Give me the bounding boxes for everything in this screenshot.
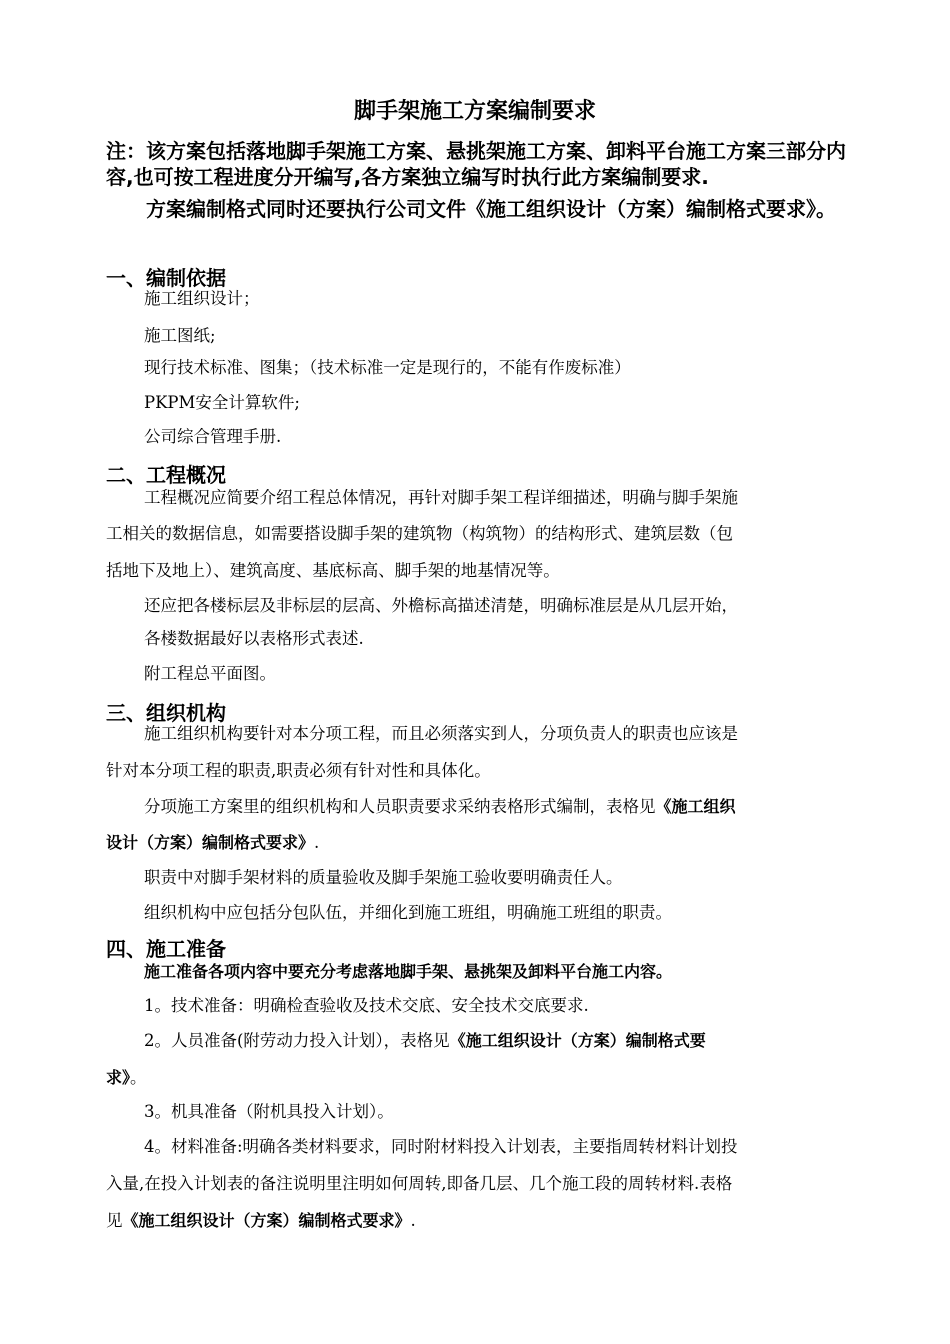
referenced-document-title: 设计（方案）编制格式要求》: [106, 833, 315, 852]
paragraph-line: 入量,在投入计划表的备注说明里注明如何周转,即备几层、几个施工段的周转材料.表格: [106, 1174, 733, 1193]
text-run: 2。人员准备(附劳动力投入计划），表格见: [144, 1031, 450, 1050]
referenced-document-title: 求》: [106, 1068, 131, 1087]
note-format-paragraph: 方案编制格式同时还要执行公司文件《施工组织设计（方案）编制格式要求》。: [146, 197, 836, 221]
text-run: .: [410, 1211, 416, 1230]
paragraph-line: 针对本分项工程的职责,职责必须有针对性和具体化。: [106, 761, 491, 780]
list-item: 3。机具准备（附机具投入计划）。: [144, 1102, 394, 1121]
section-heading-basis: 一、编制依据: [106, 266, 226, 290]
paragraph-line: 各楼数据最好以表格形式表述.: [144, 629, 364, 648]
referenced-document-title: 《施工组织设计（方案）编制格式要求》: [122, 1211, 411, 1230]
paragraph-line: [106, 832, 319, 854]
referenced-document-title: 《施工组织: [655, 797, 736, 816]
note-paragraph: 注：该方案包括落地脚手架施工方案、悬挑架施工方案、卸料平台施工方案三部分内容,也可按工程进度分开编写,各方案独立编写时执行此方案编制要求.: [106, 139, 846, 189]
paragraph-line: [106, 1067, 147, 1089]
paragraph-line: 组织机构中应包括分包队伍，并细化到施工班组，明确施工班组的职责。: [144, 903, 672, 922]
list-item: 4。材料准备:明确各类材料要求，同时附材料投入计划表，主要指周转材料计划投: [144, 1137, 738, 1156]
paragraph-line: [106, 1210, 416, 1232]
list-item: 1。技术准备：明确检查验收及技术交底、安全技术交底要求.: [144, 996, 589, 1015]
page-title: 脚手架施工方案编制要求: [353, 99, 596, 124]
paragraph-line: 括地下及地上）、建筑高度、基底标高、脚手架的地基情况等。: [106, 561, 560, 580]
paragraph-line: 附工程总平面图。: [144, 664, 276, 683]
paragraph-line: 还应把各楼标层及非标层的层高、外檐标高描述清楚，明确标准层是从几层开始，: [144, 596, 738, 615]
note-block: [106, 138, 846, 222]
list-item: 现行技术标准、图集；（技术标准一定是现行的，不能有作废标准）: [144, 358, 631, 377]
list-item: PKPM安全计算软件;: [144, 393, 300, 412]
list-item: 施工组织设计；: [144, 289, 260, 308]
list-item: 公司综合管理手册.: [144, 427, 282, 446]
paragraph-line: [144, 796, 736, 818]
paragraph-line: 施工准备各项内容中要充分考虑落地脚手架、悬挑架及卸料平台施工内容。: [144, 962, 673, 981]
section-heading-preparation: 四、施工准备: [106, 937, 226, 961]
text-run: 见: [106, 1211, 123, 1230]
paragraph-line: 施工组织机构要针对本分项工程，而且必须落实到人，分项负责人的职责也应该是: [144, 724, 738, 743]
paragraph-line: 职责中对脚手架材料的质量验收及脚手架施工验收要明确责任人。: [144, 868, 623, 887]
list-item: [144, 1030, 706, 1052]
text-run: 分项施工方案里的组织机构和人员职责要求采纳表格形式编制，表格见: [144, 797, 656, 816]
paragraph-line: 工相关的数据信息，如需要搭设脚手架的建筑物（构筑物）的结构形式、建筑层数（包: [106, 524, 733, 543]
paragraph-line: 工程概况应简要介绍工程总体情况，再针对脚手架工程详细描述，明确与脚手架施: [144, 488, 738, 507]
text-run: 。: [130, 1068, 147, 1087]
list-item: 施工图纸;: [144, 326, 216, 345]
referenced-document-title: 《施工组织设计（方案）编制格式要: [449, 1031, 706, 1050]
section-heading-organization: 三、组织机构: [106, 701, 226, 725]
text-run: .: [314, 833, 320, 852]
section-heading-overview: 二、工程概况: [106, 463, 226, 487]
